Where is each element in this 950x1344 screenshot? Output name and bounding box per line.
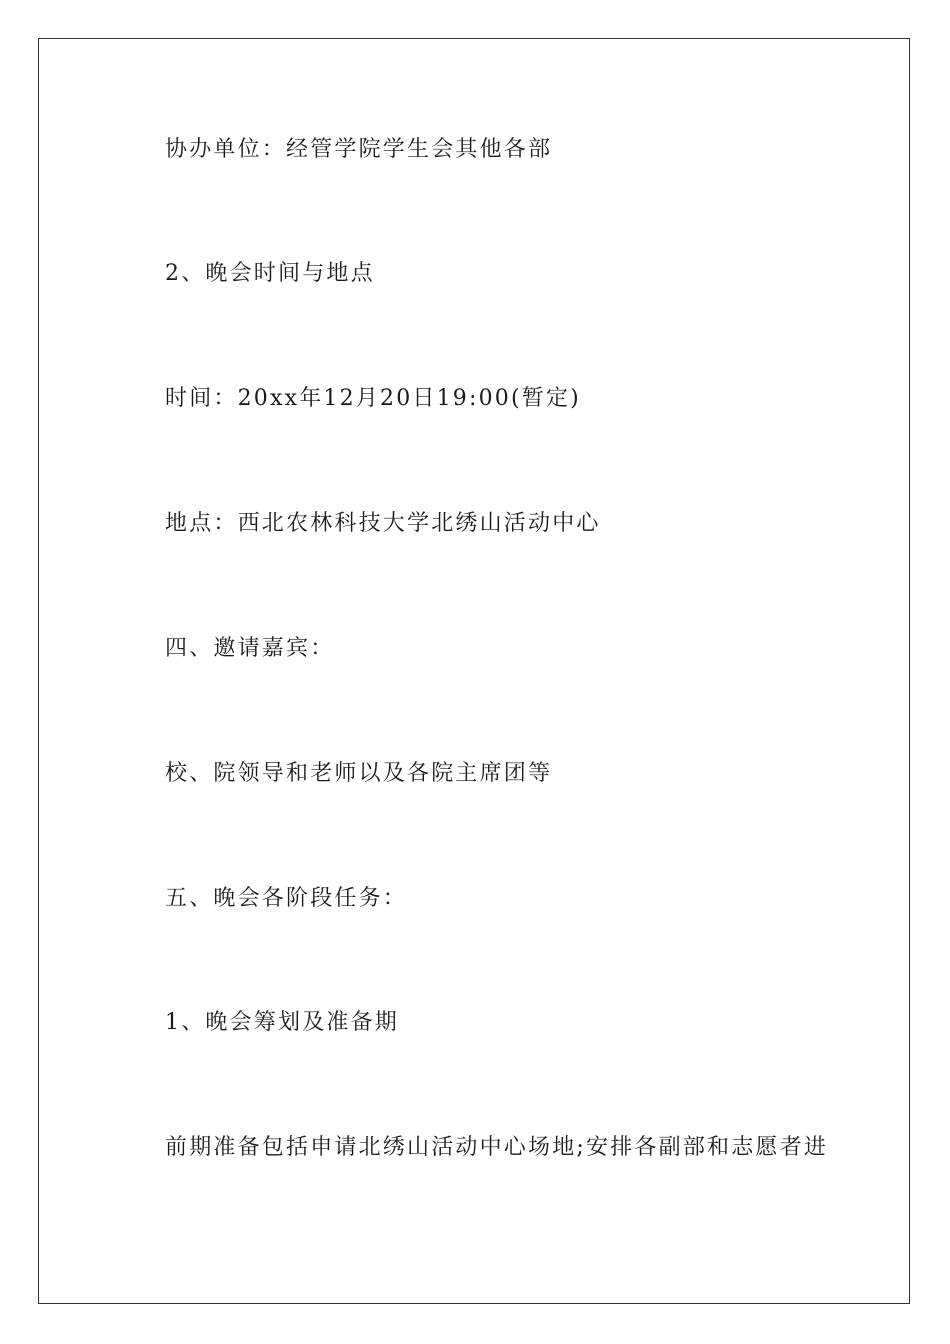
co-organizer-line: 协办单位：经管学院学生会其他各部 bbox=[165, 137, 553, 162]
event-time-line: 时间：20xx年12月20日19:00(暂定) bbox=[165, 386, 581, 411]
event-location-line: 地点：西北农林科技大学北绣山活动中心 bbox=[165, 511, 601, 536]
section-heading-tasks: 五、晚会各阶段任务： bbox=[165, 886, 408, 911]
planning-body-text: 前期准备包括申请北绣山活动中心场地;安排各副部和志愿者进 bbox=[165, 1135, 829, 1160]
subheading-planning-phase: 1、晚会筹划及准备期 bbox=[165, 1010, 399, 1035]
section-heading-guests: 四、邀请嘉宾： bbox=[165, 636, 335, 661]
section-heading-time-location: 2、晚会时间与地点 bbox=[165, 261, 375, 286]
guests-line: 校、院领导和老师以及各院主席团等 bbox=[165, 761, 553, 786]
page-border bbox=[38, 38, 910, 1304]
